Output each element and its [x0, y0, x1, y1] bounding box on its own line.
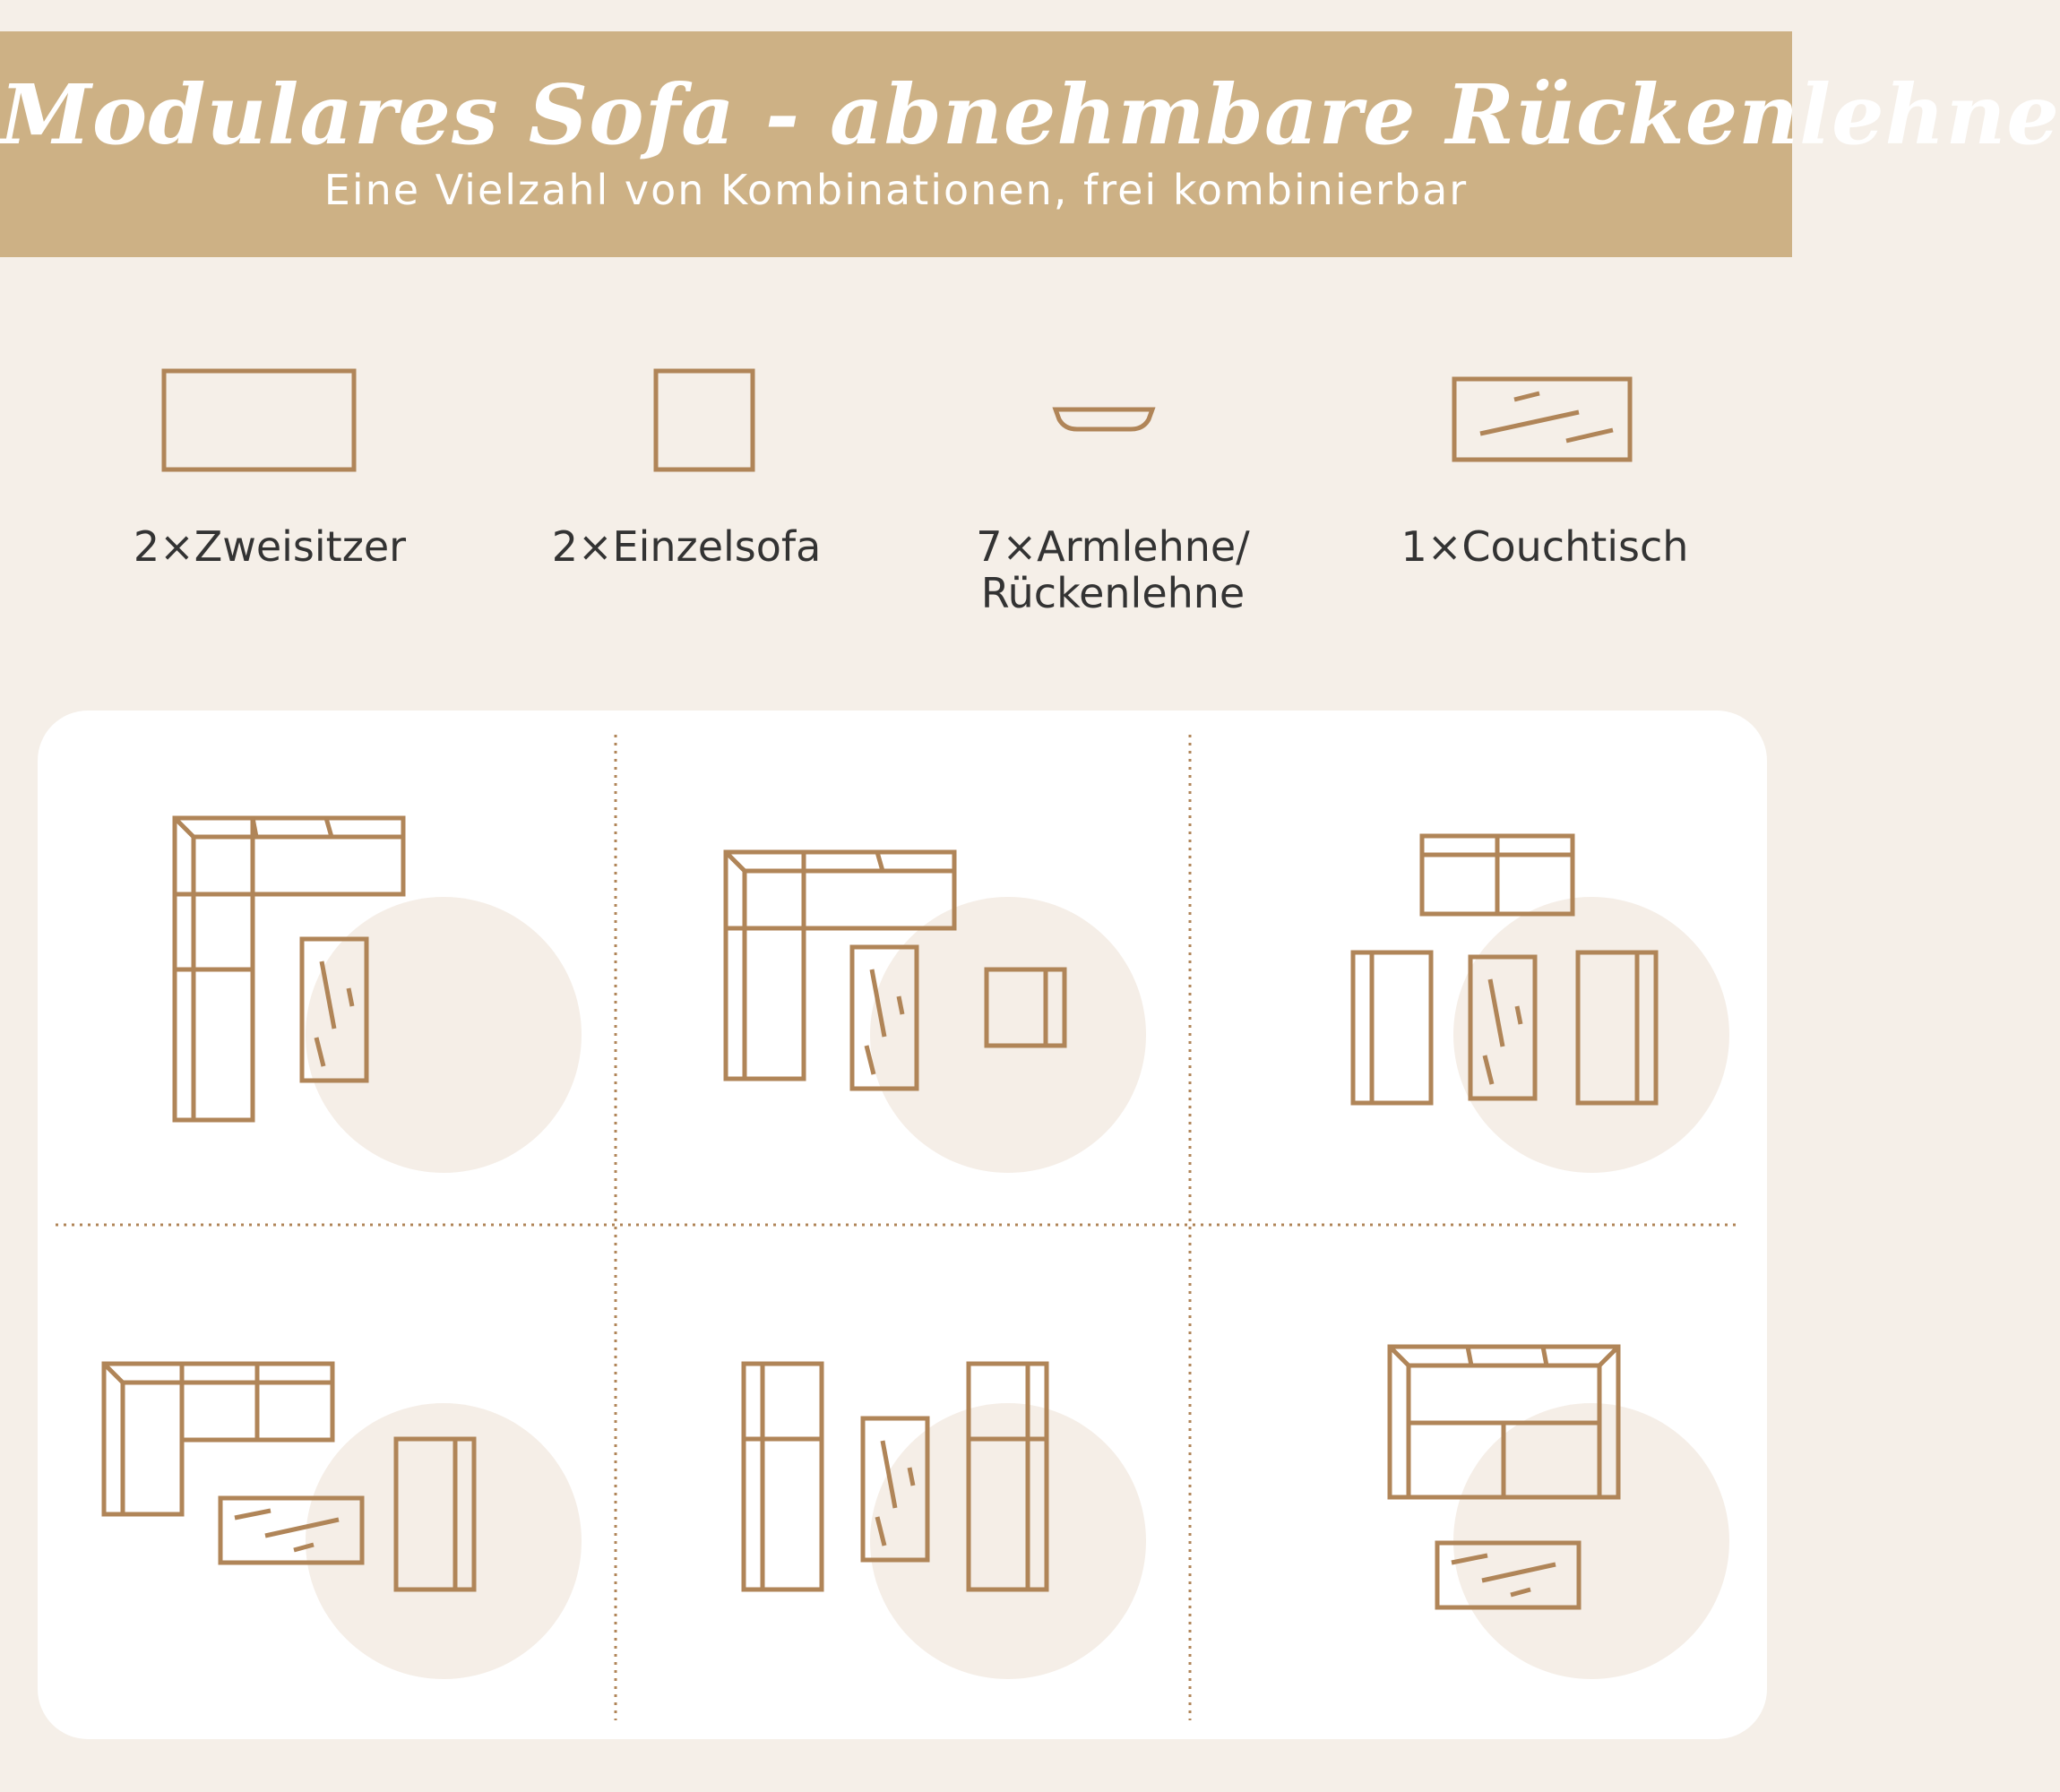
background-circles — [306, 897, 1729, 1679]
component-label-armrest-line1: 7×Armlehne/ — [976, 522, 1250, 571]
component-label-armrest-line2: Rückenlehne — [980, 569, 1245, 617]
page-subtitle: Eine Vielzahl von Kombinationen, frei kombinierbar — [323, 166, 1469, 214]
component-label-single-sofa: 2×Einzelsofa — [551, 522, 822, 571]
component-label-two-seater: 2×Zweisitzer — [133, 522, 407, 571]
page-title: Modulares Sofa - abnehmbare Rückenlehne — [0, 66, 2060, 163]
component-label-coffee-table: 1×Couchtisch — [1401, 522, 1689, 571]
